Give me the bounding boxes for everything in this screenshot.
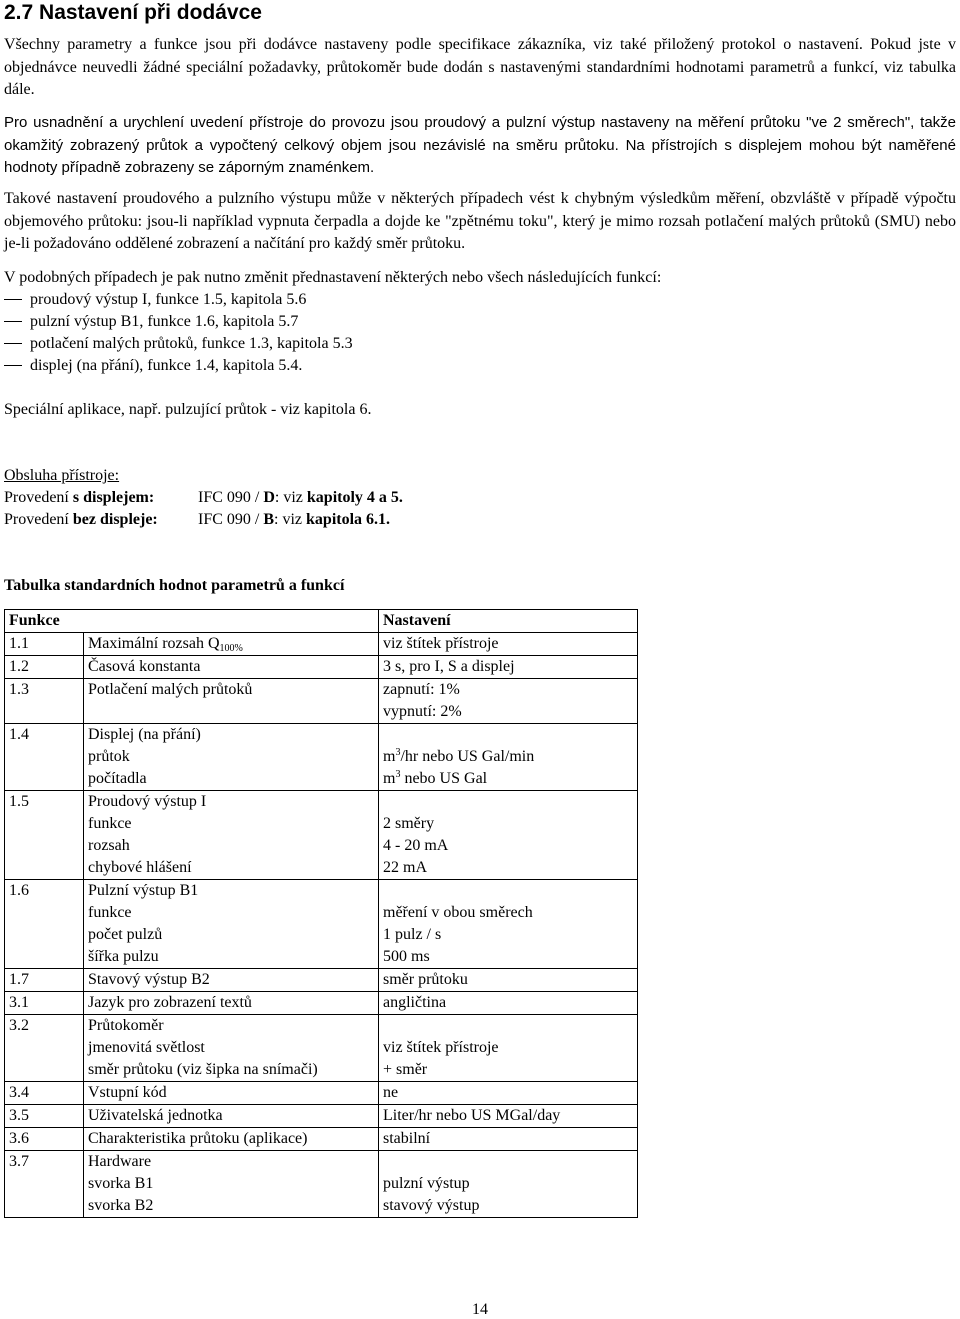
bullet-item: [4, 333, 353, 355]
table-row: [5, 1082, 638, 1105]
operation-model: IFC 090 /: [198, 511, 264, 528]
function-number: 3.6: [5, 1128, 84, 1151]
dash-icon: [4, 299, 22, 300]
function-name-line: Hardware: [88, 1153, 152, 1170]
function-name: [84, 969, 379, 992]
bullet-item: [4, 355, 302, 377]
function-name-line: [88, 701, 378, 723]
setting-line: 22 mA: [383, 859, 427, 876]
function-setting: [379, 679, 638, 724]
operation-title: Obsluha přístroje:: [4, 467, 120, 484]
setting-line: [383, 724, 637, 746]
function-number: 1.4: [5, 724, 84, 791]
section-heading: 2.7 Nastavení při dodávce: [4, 1, 262, 24]
dash-icon: [4, 365, 22, 366]
function-setting: [379, 724, 638, 791]
function-name: [84, 1082, 379, 1105]
function-name-line: rozsah: [88, 837, 130, 854]
function-name-line: funkce: [88, 904, 132, 921]
function-name-line: funkce: [88, 815, 132, 832]
function-name-line: jmenovitá světlost: [88, 1039, 205, 1056]
setting-line: [383, 1151, 637, 1173]
function-number: 3.7: [5, 1151, 84, 1218]
function-name: [84, 791, 379, 880]
function-setting: [379, 880, 638, 969]
function-name-line: šířka pulzu: [88, 948, 159, 965]
intro-paragraph: Všechny parametry a funkce jsou při dodávce nastaveny podle specifikace zákazníka, viz také přiložený protokol o nastavení. Pokud jste v objednávce neuvedli žádné speciální požadavky, průtokoměr bude dodán s nastavenými standardními hodnotami parametrů a funkcí, viz tabulka dále.: [4, 36, 956, 98]
operation-chapter: kapitola 6.1.: [306, 511, 391, 528]
function-setting: [379, 992, 638, 1015]
bullet-text: pulzní výstup B1, funkce 1.6, kapitola 5.7: [30, 313, 299, 330]
function-name-line: svorka B1: [88, 1175, 154, 1192]
function-name-line: svorka B2: [88, 1197, 154, 1214]
function-number: 1.2: [5, 656, 84, 679]
page-number: 14: [472, 1301, 488, 1318]
function-number: 1.1: [5, 633, 84, 656]
function-name: [84, 1105, 379, 1128]
header-setting: Nastavení: [379, 610, 638, 633]
setting-line: stabilní: [383, 1130, 431, 1147]
function-name-line: průtok: [88, 748, 130, 765]
special-applications: Speciální aplikace, např. pulzující průtok - viz kapitola 6.: [4, 401, 372, 418]
setting-line: [383, 791, 637, 813]
setting-line: pulzní výstup: [383, 1175, 470, 1192]
bullet-text: proudový výstup I, funkce 1.5, kapitola 5.6: [30, 291, 307, 308]
function-setting: [379, 1082, 638, 1105]
table-title: Tabulka standardních hodnot parametrů a funkcí: [4, 577, 345, 594]
function-name: [84, 992, 379, 1015]
function-name-line: Uživatelská jednotka: [88, 1107, 223, 1124]
operation-see: : viz: [274, 511, 307, 528]
setting-line: stavový výstup: [383, 1197, 480, 1214]
setting-line: Liter/hr nebo US MGal/day: [383, 1107, 561, 1124]
function-name: [84, 724, 379, 791]
table-row: [5, 1128, 638, 1151]
table-row: [5, 656, 638, 679]
operation-label-bold: bez displeje:: [72, 511, 158, 528]
setting-line: angličtina: [383, 994, 447, 1011]
function-name-line: Průtokoměr: [88, 1017, 164, 1034]
setting-line: 2 směry: [383, 815, 435, 832]
function-name-line: Maximální rozsah $Q_{100\%}$: [88, 635, 243, 654]
table-header-row: [5, 610, 638, 633]
operation-model-letter: D: [263, 489, 275, 506]
function-name-line: Charakteristika průtoku (aplikace): [88, 1130, 308, 1147]
setting-line: měření v obou směrech: [383, 904, 533, 921]
setting-line: + směr: [383, 1061, 428, 1078]
setting-line: vypnutí: 2%: [383, 703, 462, 720]
bullet-item: [4, 289, 306, 311]
function-number: 1.7: [5, 969, 84, 992]
functions-intro: V podobných případech je pak nutno změnit přednastavení některých nebo všech následujících funkcí:: [4, 269, 662, 286]
function-name-line: Pulzní výstup B1: [88, 882, 199, 899]
setting-line: [383, 1015, 637, 1037]
function-setting: [379, 656, 638, 679]
setting-line: 500 ms: [383, 948, 430, 965]
function-name-line: Displej (na přání): [88, 726, 201, 743]
standard-values-table: [4, 609, 638, 1218]
setting-line: směr průtoku: [383, 971, 468, 988]
function-name-line: Vstupní kód: [88, 1084, 167, 1101]
function-name-line: Proudový výstup I: [88, 793, 207, 810]
table-row: [5, 679, 638, 724]
setting-line: viz štítek přístroje: [383, 635, 499, 652]
operation-label-bold: s displejem:: [72, 489, 155, 506]
function-name: [84, 880, 379, 969]
function-name-line: počet pulzů: [88, 926, 163, 943]
table-row: [5, 791, 638, 880]
operation-model: IFC 090 /: [198, 489, 264, 506]
bullet-text: potlačení malých průtoků, funkce 1.3, kapitola 5.3: [30, 335, 353, 352]
function-name-line: Jazyk pro zobrazení textů: [88, 994, 252, 1011]
function-name-line: Stavový výstup B2: [88, 971, 210, 988]
operation-label: Provedení: [4, 489, 73, 506]
function-number: 1.3: [5, 679, 84, 724]
function-name-line: počítadla: [88, 770, 147, 787]
dash-icon: [4, 321, 22, 322]
function-setting: [379, 1151, 638, 1218]
function-setting: [379, 1015, 638, 1082]
function-number: 3.5: [5, 1105, 84, 1128]
setting-line: $m^3$ nebo US Gal: [383, 769, 488, 787]
operation-label: Provedení: [4, 511, 73, 528]
function-name-line: chybové hlášení: [88, 859, 192, 876]
function-name-line: směr průtoku (viz šipka na snímači): [88, 1061, 318, 1078]
table-row: [5, 992, 638, 1015]
commissioning-paragraph: Pro usnadnění a urychlení uvedení přístroje do provozu jsou proudový a pulzní výstup nastaveny na měření průtoku "ve 2 směrech", takže okamžitý zobrazený průtok a vypočtený celkový objem jsou nezávislé na směru průtoku. Na přístrojích s displejem mohou být naměřené hodnoty případně zobrazeny se záporným znaménkem.: [4, 114, 956, 176]
function-number: 3.4: [5, 1082, 84, 1105]
operation-row-nodisplay: [4, 509, 390, 531]
header-function: Funkce: [5, 610, 379, 633]
setting-line: [383, 880, 637, 902]
function-setting: [379, 1128, 638, 1151]
operation-model-letter: B: [263, 511, 275, 528]
table-row: [5, 633, 638, 656]
bullet-text: displej (na přání), funkce 1.4, kapitola 5.4.: [30, 357, 303, 374]
setting-line: viz štítek přístroje: [383, 1039, 499, 1056]
function-name: [84, 1128, 379, 1151]
table-row: [5, 1151, 638, 1218]
operation-chapter: kapitoly 4 a 5.: [306, 489, 403, 506]
warning-paragraph: Takové nastavení proudového a pulzního výstupu může v některých případech vést k chybným výsledkům měření, obzvláště v případě výpočtu objemového průtoku: jsou-li například vypnuta čerpadla a dojde ke "zpětnému toku", který je mimo rozsah potlačení malých průtoků (SMU) nebo je-li požadováno oddělené zobrazení a načítání pro každý směr průtoku.: [4, 190, 956, 252]
table-row: [5, 1105, 638, 1128]
function-name: [84, 679, 379, 724]
function-name: [84, 1015, 379, 1082]
table-row: [5, 724, 638, 791]
function-name: [84, 1151, 379, 1218]
setting-line: 4 - 20 mA: [383, 837, 449, 854]
function-name-line: Časová konstanta: [88, 658, 201, 675]
function-name: [84, 656, 379, 679]
function-setting: [379, 1105, 638, 1128]
subscript: 100%: [219, 643, 243, 654]
setting-line: zapnutí: 1%: [383, 681, 460, 698]
function-name-line: Potlačení malých průtoků: [88, 681, 253, 698]
function-setting: [379, 633, 638, 656]
function-name: [84, 633, 379, 656]
operation-see: : viz: [274, 489, 307, 506]
function-setting: [379, 791, 638, 880]
function-number: 1.6: [5, 880, 84, 969]
function-number: 3.2: [5, 1015, 84, 1082]
table-row: [5, 969, 638, 992]
function-setting: [379, 969, 638, 992]
table-row: [5, 880, 638, 969]
setting-line: 3 s, pro I, S a displej: [383, 658, 515, 675]
dash-icon: [4, 343, 22, 344]
function-number: 1.5: [5, 791, 84, 880]
bullet-item: [4, 311, 298, 333]
setting-line: ne: [383, 1084, 399, 1101]
operation-row-display: [4, 487, 403, 509]
function-number: 3.1: [5, 992, 84, 1015]
setting-line: $m^3/hr$ nebo US Gal/min: [383, 747, 535, 765]
table-row: [5, 1015, 638, 1082]
setting-line: 1 pulz / s: [383, 926, 442, 943]
